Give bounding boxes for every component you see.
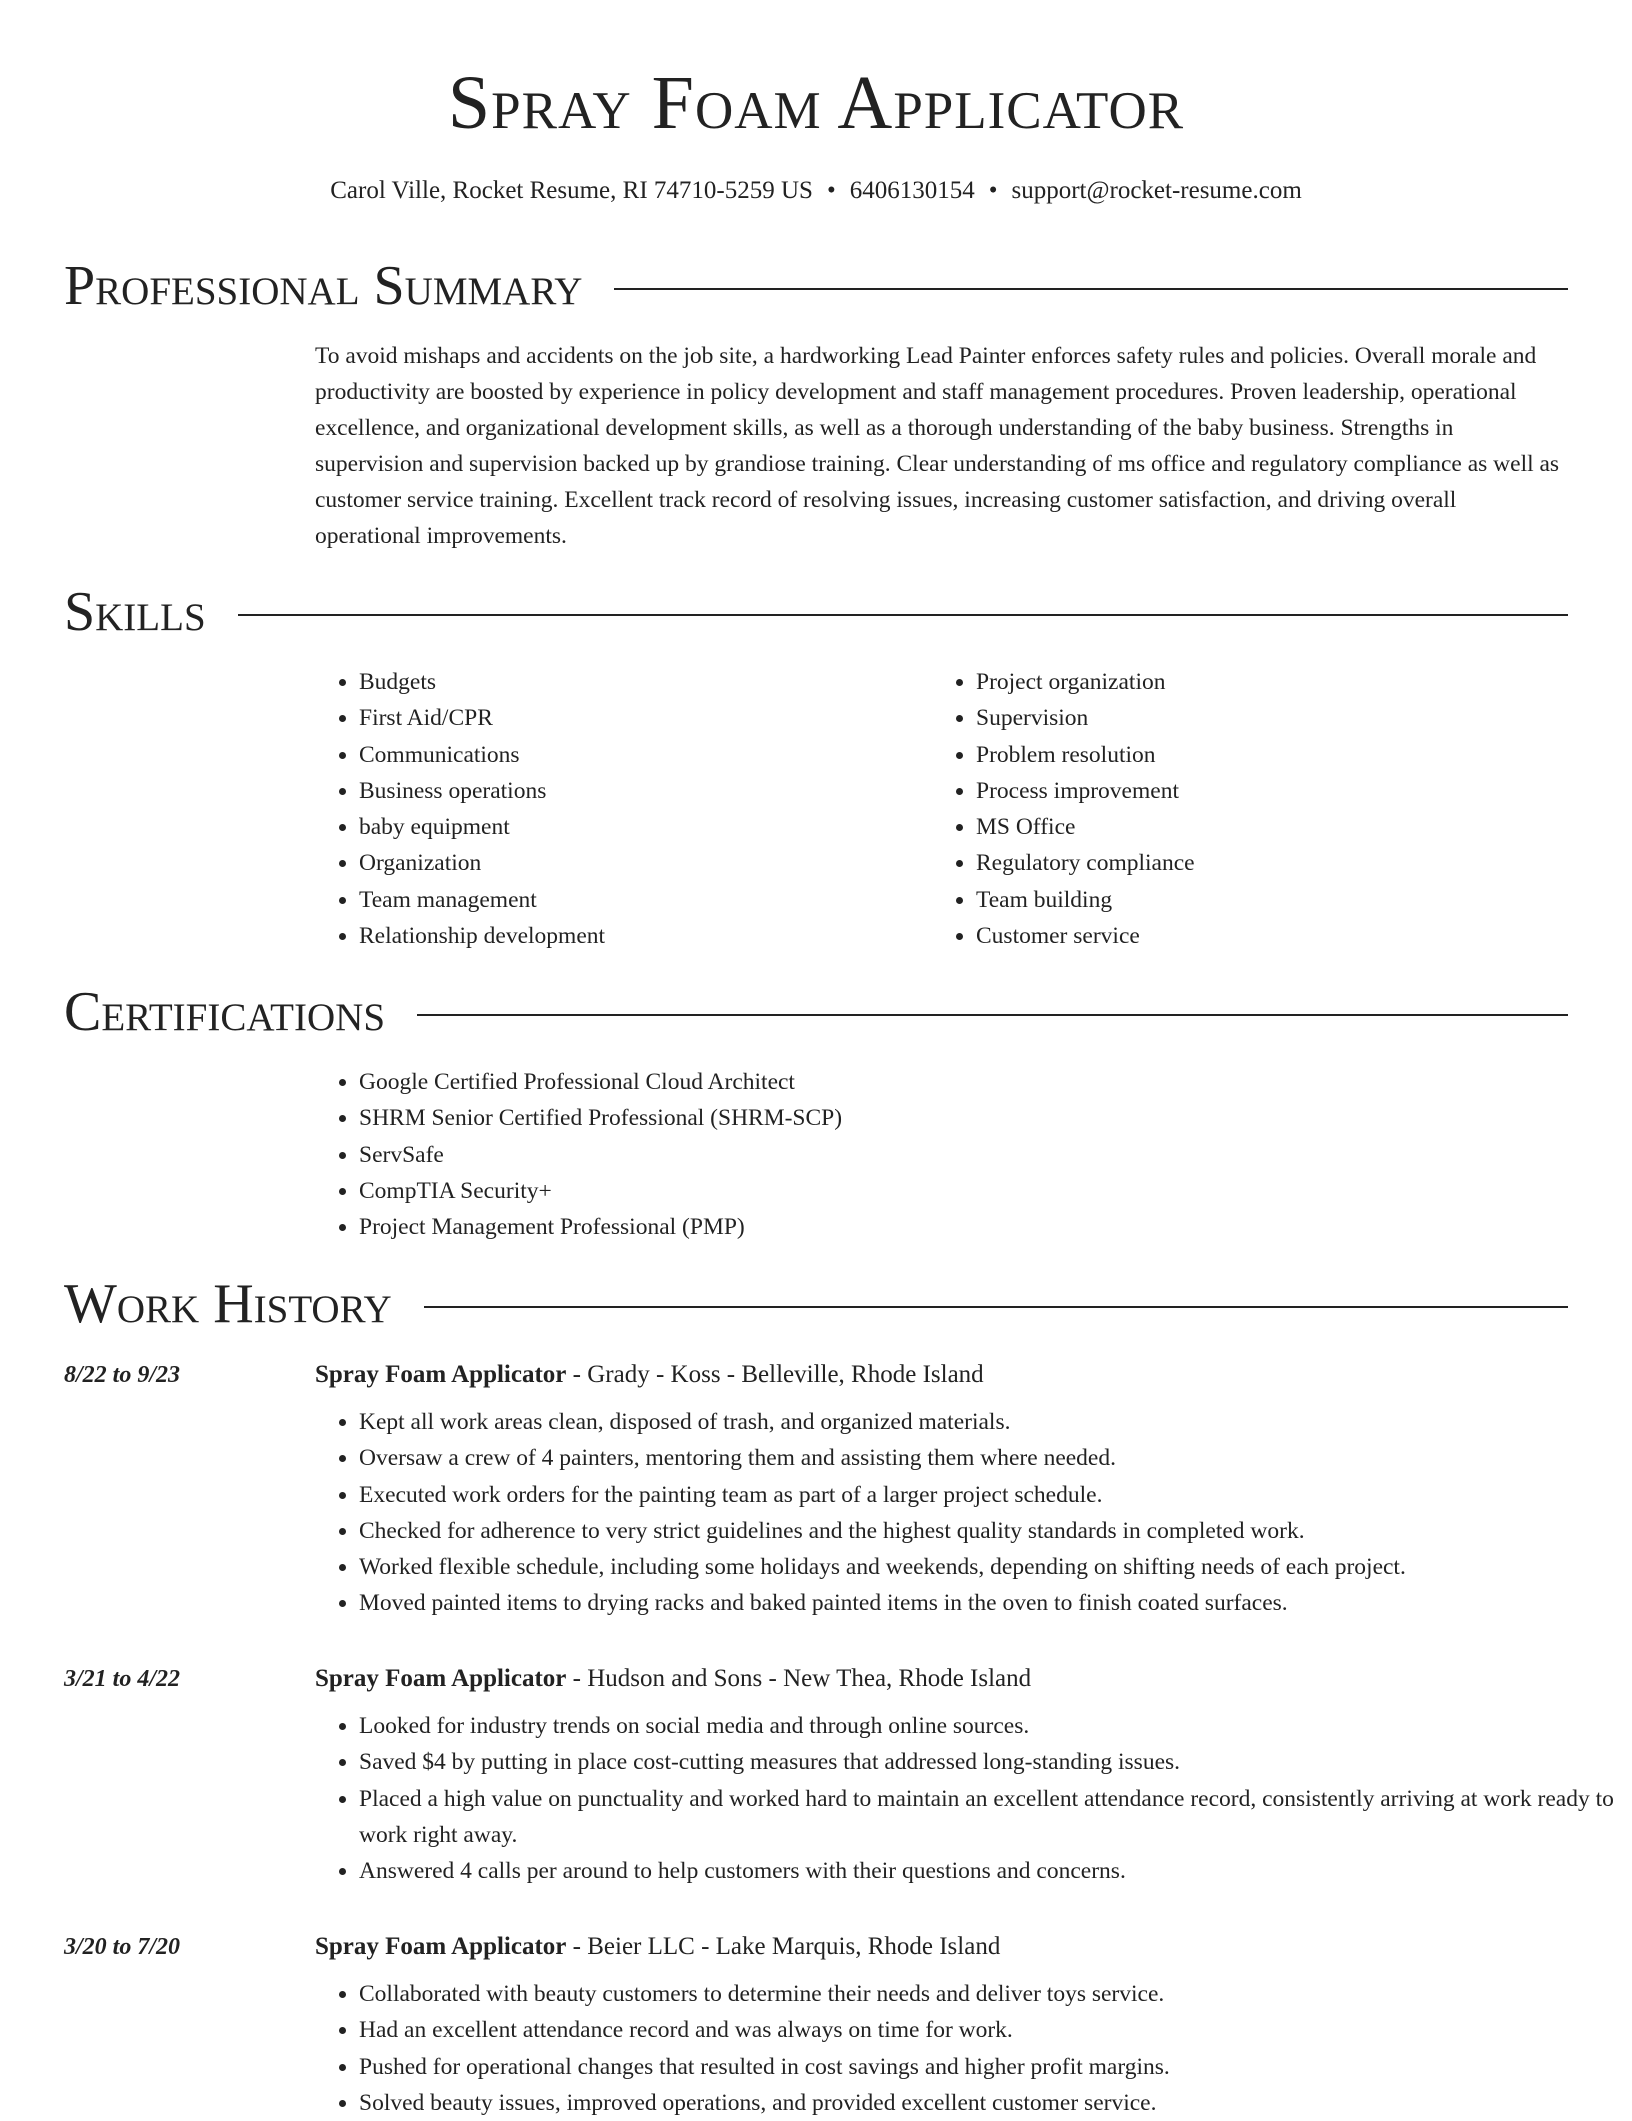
job-bullet: • Answered 4 calls per around to help customers with their questions and concerns. bbox=[359, 1853, 1615, 1889]
job-title-line bbox=[315, 1664, 1031, 1694]
job-dates: 3/20 to 7/20 bbox=[64, 1934, 181, 1960]
job-bullet: • Checked for adherence to very strict guidelines and the highest quality standards in completed work. bbox=[359, 1513, 1615, 1549]
certification-item: • Google Certified Professional Cloud Architect bbox=[359, 1064, 842, 1100]
contact-address: Carol Ville, Rocket Resume, RI 74710-5259 US bbox=[330, 177, 813, 204]
job-bullet-list bbox=[315, 1976, 1615, 2121]
job-bullet: • Placed a high value on punctuality and worked hard to maintain an excellent attendance record, consistently arriving at work ready to work right away. bbox=[359, 1781, 1615, 1854]
contact-phone: 6406130154 bbox=[849, 177, 975, 204]
job-bullet: • Had an excellent attendance record and was always on time for work. bbox=[359, 2012, 1615, 2048]
job-title-line bbox=[315, 1932, 1000, 1962]
job-employer: - Hudson and Sons - New Thea, Rhode Island bbox=[566, 1665, 1032, 1692]
job-bullet: • Oversaw a crew of 4 painters, mentoring them and assisting them where needed. bbox=[359, 1440, 1615, 1476]
job-bullet: • Collaborated with beauty customers to determine their needs and deliver toys service. bbox=[359, 1976, 1615, 2012]
skill-item: • Business operations bbox=[359, 773, 605, 809]
job-bullet: • Moved painted items to drying racks and baked painted items in the oven to finish coated surfaces. bbox=[359, 1585, 1615, 1621]
certification-item: • Project Management Professional (PMP) bbox=[359, 1209, 842, 1245]
skill-item: • Organization bbox=[359, 845, 605, 881]
work-history-section-header bbox=[64, 1272, 1568, 1336]
job-employer: - Grady - Koss - Belleville, Rhode Island bbox=[566, 1361, 984, 1388]
section-divider bbox=[424, 1306, 1568, 1308]
job-dates: 8/22 to 9/23 bbox=[64, 1362, 181, 1388]
candidate-name: Spray Foam Applicator bbox=[447, 61, 1185, 145]
skill-item: • Customer service bbox=[976, 918, 1195, 954]
job-bullet: • Pushed for operational changes that resulted in cost savings and higher profit margins. bbox=[359, 2049, 1615, 2085]
summary-section-header bbox=[64, 254, 1568, 318]
job-bullet: • Solved beauty issues, improved operations, and provided excellent customer service. bbox=[359, 2085, 1615, 2121]
skill-item: • First Aid/CPR bbox=[359, 700, 605, 736]
job-bullet: • Kept all work areas clean, disposed of trash, and organized materials. bbox=[359, 1404, 1615, 1440]
certifications-list bbox=[315, 1064, 842, 1245]
skill-item: • baby equipment bbox=[359, 809, 605, 845]
job-bullet: • Worked flexible schedule, including some holidays and weekends, depending on shifting needs of each project. bbox=[359, 1549, 1615, 1585]
job-bullet: • Saved $4 by putting in place cost-cutting measures that addressed long-standing issues. bbox=[359, 1744, 1615, 1780]
skill-item: • Relationship development bbox=[359, 918, 605, 954]
job-dates: 3/21 to 4/22 bbox=[64, 1666, 181, 1692]
skills-heading: Skills bbox=[64, 581, 206, 643]
skill-item: • Project organization bbox=[976, 664, 1195, 700]
job-bullets bbox=[315, 1708, 1615, 1889]
contact-separator: • bbox=[826, 177, 836, 204]
summary-text: To avoid mishaps and accidents on the job site, a hardworking Lead Painter enforces safety rules and policies. Overall morale and productivity are boosted by experience in policy development and staff management procedures. Proven leadership, operational excellence, and organizational development skills, as well as a thorough understanding of the baby business. Strengths in supervision and supervision backed up by grandiose training. Clear understanding of ms office and regulatory compliance as well as customer service training. Excellent track record of resolving issues, increasing customer satisfaction, and driving overall operational improvements. bbox=[315, 343, 1560, 549]
section-divider bbox=[417, 1014, 1568, 1016]
contact-line bbox=[0, 176, 1632, 206]
skill-item: • Communications bbox=[359, 737, 605, 773]
job-bullets bbox=[315, 1404, 1615, 1622]
certifications-heading: Certifications bbox=[64, 981, 386, 1043]
contact-separator: • bbox=[988, 177, 998, 204]
skill-item: • Process improvement bbox=[976, 773, 1195, 809]
job-title-line bbox=[315, 1360, 984, 1390]
job-bullet-list bbox=[315, 1708, 1615, 1889]
work-history-heading: Work History bbox=[64, 1273, 392, 1335]
contact-email: support@rocket-resume.com bbox=[1011, 177, 1302, 204]
job-bullet: • Executed work orders for the painting team as part of a larger project schedule. bbox=[359, 1477, 1615, 1513]
certifications-block bbox=[315, 1064, 842, 1245]
job-title: Spray Foam Applicator bbox=[315, 1933, 567, 1960]
job-bullets bbox=[315, 1976, 1615, 2121]
certification-item: • ServSafe bbox=[359, 1137, 842, 1173]
skill-item: • Team management bbox=[359, 882, 605, 918]
skill-item: • MS Office bbox=[976, 809, 1195, 845]
section-divider bbox=[614, 288, 1568, 290]
skill-item: • Supervision bbox=[976, 700, 1195, 736]
skills-right-column bbox=[932, 664, 1195, 954]
skill-item: • Team building bbox=[976, 882, 1195, 918]
section-divider bbox=[238, 614, 1568, 616]
certification-item: • CompTIA Security+ bbox=[359, 1173, 842, 1209]
job-bullet-list bbox=[315, 1404, 1615, 1622]
skills-list-right bbox=[932, 664, 1195, 954]
job-bullet: • Looked for industry trends on social media and through online sources. bbox=[359, 1708, 1615, 1744]
skill-item: • Problem resolution bbox=[976, 737, 1195, 773]
skills-section-header bbox=[64, 580, 1568, 644]
job-employer: - Beier LLC - Lake Marquis, Rhode Island bbox=[566, 1933, 1001, 1960]
certifications-section-header bbox=[64, 980, 1568, 1044]
skill-item: • Regulatory compliance bbox=[976, 845, 1195, 881]
skills-left-column bbox=[315, 664, 605, 954]
job-title: Spray Foam Applicator bbox=[315, 1361, 567, 1388]
summary-heading: Professional Summary bbox=[64, 255, 583, 317]
skills-list-left bbox=[315, 664, 605, 954]
skill-item: • Budgets bbox=[359, 664, 605, 700]
job-title: Spray Foam Applicator bbox=[315, 1665, 567, 1692]
certification-item: • SHRM Senior Certified Professional (SHRM-SCP) bbox=[359, 1100, 842, 1136]
